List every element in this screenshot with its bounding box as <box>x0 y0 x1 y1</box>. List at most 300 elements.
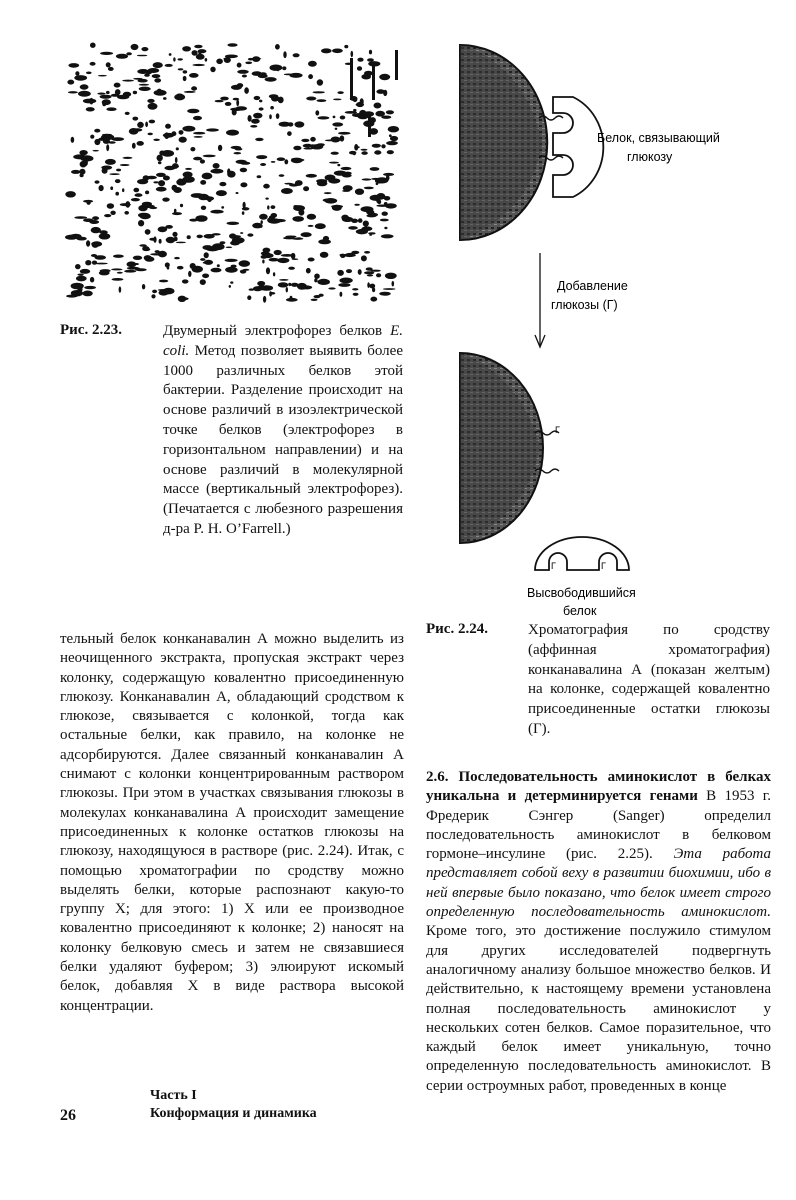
gel-spot <box>297 237 302 239</box>
gel-spot <box>240 162 250 165</box>
gel-spot <box>131 198 140 201</box>
gel-spot <box>220 97 229 101</box>
gel-streak <box>372 64 375 100</box>
gel-spot <box>138 220 144 226</box>
gel-spot <box>225 259 238 262</box>
gel-spot <box>106 91 110 94</box>
gel-spot <box>99 233 111 239</box>
gel-spot <box>227 222 240 225</box>
gel-spot <box>133 91 137 94</box>
gel-spot <box>235 106 247 110</box>
gel-spot <box>337 270 344 276</box>
gel-spot <box>179 130 184 135</box>
gel-spot <box>229 285 231 288</box>
gel-spot <box>190 147 195 151</box>
gel-spot <box>243 269 250 271</box>
gel-spot <box>144 255 152 261</box>
gel-spot <box>154 90 167 96</box>
gel-spot <box>122 80 134 82</box>
gel-spot <box>252 56 260 62</box>
gel-spot <box>278 97 284 104</box>
gel-spot <box>131 44 139 50</box>
gel-spot <box>108 141 115 143</box>
gel-spot <box>104 214 111 217</box>
gel-spot <box>137 141 144 146</box>
gel-spot <box>107 203 114 209</box>
gel-spot <box>137 179 148 184</box>
gel-spot <box>119 286 122 292</box>
gel-spot <box>99 230 108 234</box>
gel-spot <box>247 233 253 236</box>
gel-spot <box>144 74 150 77</box>
gel-spot <box>193 64 205 66</box>
gel-spot <box>78 91 91 97</box>
gel-spot <box>223 58 228 60</box>
gel-spot <box>177 266 184 270</box>
gel-spot <box>260 163 266 166</box>
gel-spot <box>295 121 305 127</box>
gel-spot <box>292 258 299 260</box>
gel-spot <box>172 212 182 215</box>
gel-spot <box>193 157 202 161</box>
label-protein-binding-2: глюкозу <box>627 150 673 164</box>
gel-spot <box>368 213 378 217</box>
gel-spot <box>125 112 130 115</box>
gel-spot <box>182 126 195 132</box>
gel-spot <box>132 143 136 149</box>
gel-spot <box>331 137 341 143</box>
gel-spot <box>374 103 382 109</box>
gel-spot <box>148 133 153 136</box>
gel-spot <box>147 99 154 103</box>
gel-spot <box>133 128 142 131</box>
gel-spot <box>210 210 223 214</box>
gel-spot <box>149 207 157 209</box>
gel-spot <box>268 218 281 223</box>
gel-spot <box>240 182 247 187</box>
gel-spot <box>80 269 90 274</box>
gel-spot <box>126 52 132 55</box>
gel-spot <box>84 286 96 289</box>
gel-spot <box>80 155 93 161</box>
gel-spot <box>106 107 116 111</box>
gel-spot <box>124 270 136 273</box>
gel-spot <box>74 216 87 219</box>
gel-spot <box>197 235 203 239</box>
gel-spot <box>94 139 100 145</box>
gel-spot <box>76 276 87 282</box>
gel-spot <box>145 122 148 128</box>
gel-spot <box>358 269 362 275</box>
gel-spot <box>114 83 121 88</box>
gel-spot <box>183 70 188 73</box>
gel-spot <box>335 128 338 130</box>
gel-spot <box>191 86 197 90</box>
gel-spot <box>372 287 375 292</box>
gel-spot <box>270 292 276 295</box>
gel-spot <box>177 94 182 96</box>
gel-spot <box>343 185 353 191</box>
gel-spot <box>217 264 220 267</box>
gel-spot <box>106 144 109 151</box>
gel-spot <box>100 95 112 99</box>
gel-spot <box>158 180 165 186</box>
gel-spot <box>135 268 147 271</box>
gel-spot <box>178 296 187 302</box>
gel-spot <box>68 91 78 93</box>
gel-spot <box>383 173 394 176</box>
gel-spot <box>99 185 104 191</box>
gel-spot <box>90 62 96 66</box>
gel-spot <box>85 260 91 265</box>
gel-spot <box>80 161 87 168</box>
gel-spot <box>216 190 227 196</box>
gel-spot <box>317 279 330 285</box>
gel-spot <box>184 91 196 93</box>
gel-spot <box>108 67 114 71</box>
gel-spot <box>237 63 242 68</box>
gel-spot <box>152 74 161 78</box>
gel-spot <box>242 207 250 210</box>
gel-spot <box>200 180 206 185</box>
gel-spot <box>175 157 178 163</box>
gel-spot <box>159 280 168 283</box>
gel-spot <box>257 175 262 178</box>
gel-spot <box>193 116 202 120</box>
gel-spot <box>159 239 162 244</box>
gel-spot <box>204 234 215 239</box>
gel-spot <box>187 109 199 114</box>
gel-spot <box>328 287 335 289</box>
gel-spot <box>171 131 176 136</box>
gel-spot <box>277 258 289 263</box>
label-protein-binding-1: Белок, связывающий <box>597 131 720 145</box>
gel-spot <box>82 291 92 297</box>
gel-spot <box>226 247 233 249</box>
gel-spot <box>237 70 249 74</box>
gel-spot <box>70 234 82 239</box>
gel-spot <box>379 292 391 296</box>
gel-spot <box>233 98 239 101</box>
gel-spot <box>174 257 180 259</box>
gel-streak <box>368 115 371 137</box>
gel-spot <box>225 267 238 273</box>
gel-spot <box>106 62 111 67</box>
gel-spot <box>376 273 381 277</box>
gel-spot <box>146 176 157 180</box>
gel-spot <box>225 102 232 106</box>
gel-spot <box>319 294 324 297</box>
glucose-marker-3: Г <box>601 561 606 571</box>
gel-streak <box>350 58 353 100</box>
gel-spot <box>306 174 317 178</box>
gel-spot <box>349 151 356 155</box>
gel-spot <box>166 237 176 243</box>
gel-spot <box>331 152 339 155</box>
gel-spot <box>93 150 99 152</box>
gel-spot <box>314 274 320 279</box>
gel-spot <box>206 128 219 131</box>
gel-spot <box>198 51 201 55</box>
gel-spot <box>165 124 171 129</box>
gel-spot <box>117 272 123 274</box>
gel-spot <box>162 198 169 202</box>
gel-spot <box>178 58 183 60</box>
gel-spot <box>71 283 84 290</box>
gel-spot <box>385 273 397 279</box>
gel-spot <box>200 279 206 285</box>
gel-spot <box>157 155 163 162</box>
gel-spot <box>323 236 329 241</box>
gel-spot <box>133 78 142 80</box>
gel-spot <box>323 198 336 202</box>
gel-spot <box>278 282 289 287</box>
gel-spot <box>226 130 239 136</box>
gel-spot <box>306 97 316 101</box>
gel-spot <box>239 260 250 267</box>
gel-spot <box>279 279 288 281</box>
gel-spot <box>375 111 385 117</box>
gel-spot <box>265 198 268 200</box>
gel-spot <box>370 195 382 201</box>
gel-spot <box>77 274 83 276</box>
gel-spot <box>341 215 349 221</box>
gel-spot <box>277 157 285 161</box>
gel-spot <box>364 271 374 274</box>
gel-spot <box>105 159 116 165</box>
gel-spot <box>227 43 237 47</box>
gel-spot <box>205 58 208 62</box>
gel-spot <box>360 98 364 105</box>
gel-spot <box>120 164 130 166</box>
gel-spot <box>308 225 314 227</box>
gel-spot <box>375 178 383 184</box>
gel-spot <box>248 115 252 122</box>
gel-spot <box>154 78 161 82</box>
gel-spot <box>333 99 341 101</box>
gel-spot <box>339 278 352 284</box>
gel-spot <box>311 299 318 301</box>
gel-spot <box>269 94 279 98</box>
gel-spot <box>71 170 80 174</box>
gel-spot <box>215 100 224 102</box>
gel-spot <box>292 216 304 222</box>
gel-spot <box>115 89 121 95</box>
gel-spot <box>370 167 380 171</box>
gel-spot <box>380 219 389 222</box>
glucose-marker-1: Г <box>555 425 560 435</box>
gel-spot <box>165 225 173 229</box>
gel-spot <box>74 75 87 81</box>
gel-spot <box>308 61 317 67</box>
gel-spot <box>102 102 106 107</box>
gel-spot <box>180 204 183 207</box>
gel-spot <box>263 184 270 189</box>
gel-spot <box>245 62 252 65</box>
gel-spot <box>358 218 363 223</box>
gel-spot <box>354 204 359 206</box>
gel-spot <box>289 73 302 78</box>
gel-spot <box>340 292 343 297</box>
figure-2-23-label: Рис. 2.23. <box>60 322 122 338</box>
gel-spot <box>112 278 124 281</box>
gel-spot <box>185 168 192 170</box>
gel-spot <box>98 75 107 77</box>
gel-spot <box>262 260 264 264</box>
gel-spot <box>137 55 148 57</box>
gel-spot <box>263 296 266 303</box>
gel-spot <box>357 66 362 71</box>
gel-spot <box>172 232 177 237</box>
gel-spot <box>388 126 399 132</box>
gel-spot <box>176 242 186 244</box>
gel-spot <box>80 174 84 178</box>
gel-spot <box>288 267 295 270</box>
gel-spot <box>210 67 215 73</box>
gel-spot <box>308 74 313 79</box>
gel-spot <box>151 294 155 298</box>
gel-spot <box>165 262 170 267</box>
gel-spot <box>194 136 203 138</box>
gel-spot <box>139 244 146 246</box>
gel-spot <box>251 119 260 124</box>
gel-spot <box>270 65 283 71</box>
gel-spot <box>83 152 87 154</box>
gel-spot <box>313 91 325 93</box>
gel-spot <box>271 205 276 209</box>
gel-spot <box>383 90 387 96</box>
gel-spot <box>164 132 169 139</box>
gel-spot <box>187 235 191 239</box>
gel-spot <box>79 169 85 175</box>
gel-spot <box>363 221 369 227</box>
gel-spot <box>80 84 89 89</box>
gel-spot <box>339 254 345 257</box>
gel-spot <box>344 45 348 48</box>
gel-spot <box>232 109 237 115</box>
gel-spot <box>389 134 392 137</box>
gel-spot <box>271 161 276 163</box>
gel-spot <box>256 155 267 159</box>
gel-spot <box>269 258 279 262</box>
gel-spot <box>259 100 262 103</box>
gel-spot <box>293 53 300 57</box>
gel-spot <box>369 50 372 55</box>
gel-spot <box>158 161 162 164</box>
gel-spot <box>189 219 198 222</box>
gel-spot <box>293 205 305 211</box>
gel-spot <box>369 234 372 236</box>
gel-spot <box>361 206 374 212</box>
gel-spot <box>284 159 288 164</box>
gel-spot <box>332 205 342 211</box>
affinity-chromatography-diagram <box>455 35 790 625</box>
gel-spot <box>242 211 245 215</box>
gel-spot <box>152 290 157 294</box>
gel-spot <box>236 99 239 106</box>
gel-spot <box>92 242 99 248</box>
label-released-2: белок <box>563 604 597 618</box>
gel-spot <box>68 63 79 68</box>
gel-spot <box>351 51 354 57</box>
gel-spot <box>120 203 131 206</box>
gel-spot <box>176 179 186 186</box>
gel-spot <box>270 106 274 109</box>
gel-spot <box>341 167 352 170</box>
gel-spot <box>357 230 366 235</box>
gel-spot <box>290 296 293 301</box>
gel-spot <box>183 172 193 178</box>
gel-spot <box>100 269 111 272</box>
gel-spot <box>92 216 99 220</box>
gel-spot <box>67 80 74 85</box>
gel-spot <box>357 58 363 62</box>
gel-spot <box>145 229 151 235</box>
gel-spot <box>361 151 367 155</box>
gel-spot <box>122 188 124 192</box>
gel-spot <box>149 120 155 124</box>
figure-2-24-label: Рис. 2.24. <box>426 621 488 637</box>
gel-spot <box>204 252 209 258</box>
gel-spot <box>370 297 377 302</box>
gel-spot <box>111 268 123 270</box>
gel-streak <box>395 50 398 80</box>
gel-spot <box>286 287 288 293</box>
gel-spot <box>109 173 119 175</box>
figure-2-23-caption: Двумерный электрофорез белков E. coli. Метод позволяет выявить более 1000 различных белков этой бактерии. Разделение происходит на основе различий в изоэлектрической точке белков (электрофорез в горизонтальном направлении) и на основе различий в молекулярной массе (вертикальный электрофорез). (Печатается с любезного разрешения д-ра P. H. O’Farrell.) <box>163 323 403 537</box>
gel-spot <box>244 87 249 94</box>
gel-spot <box>227 171 235 178</box>
gel-spot <box>192 266 203 273</box>
gel-spot <box>66 295 77 298</box>
gel-spot <box>176 147 179 150</box>
label-adding-1: Добавление <box>557 279 628 293</box>
gel-spot <box>351 251 359 254</box>
gel-spot <box>267 205 269 209</box>
gel-spot <box>140 213 151 219</box>
gel-spot <box>332 49 343 54</box>
gel-spot <box>308 258 315 262</box>
gel-spot <box>320 252 329 258</box>
gel-spot <box>148 103 158 110</box>
gel-spot <box>317 143 325 146</box>
gel-spot <box>364 71 373 76</box>
gel-spot <box>328 178 340 183</box>
gel-spot <box>381 144 385 148</box>
gel-spot <box>86 240 90 246</box>
gel-spot <box>172 163 179 169</box>
gel-spot <box>90 135 94 139</box>
gel-spot <box>384 227 387 229</box>
section-heading: 2.6. Последовательность аминокислот в белках уникальна и детерминируется генами <box>426 769 771 805</box>
gel-spot <box>372 144 381 148</box>
gel-spot <box>367 274 373 276</box>
gel-spot <box>225 55 238 59</box>
gel-spot <box>250 125 257 128</box>
gel-spot <box>149 238 156 241</box>
page-number: 26 <box>60 1107 76 1124</box>
gel-spot <box>240 232 243 234</box>
gel-spot <box>384 196 391 201</box>
gel-spot <box>275 44 280 50</box>
gel-spot <box>314 278 317 282</box>
gel-spot <box>279 122 291 127</box>
gel-spot <box>340 116 346 120</box>
gel-spot <box>216 59 223 65</box>
gel-spot <box>203 155 216 158</box>
gel-spot <box>310 137 316 142</box>
gel-spot <box>301 232 312 237</box>
